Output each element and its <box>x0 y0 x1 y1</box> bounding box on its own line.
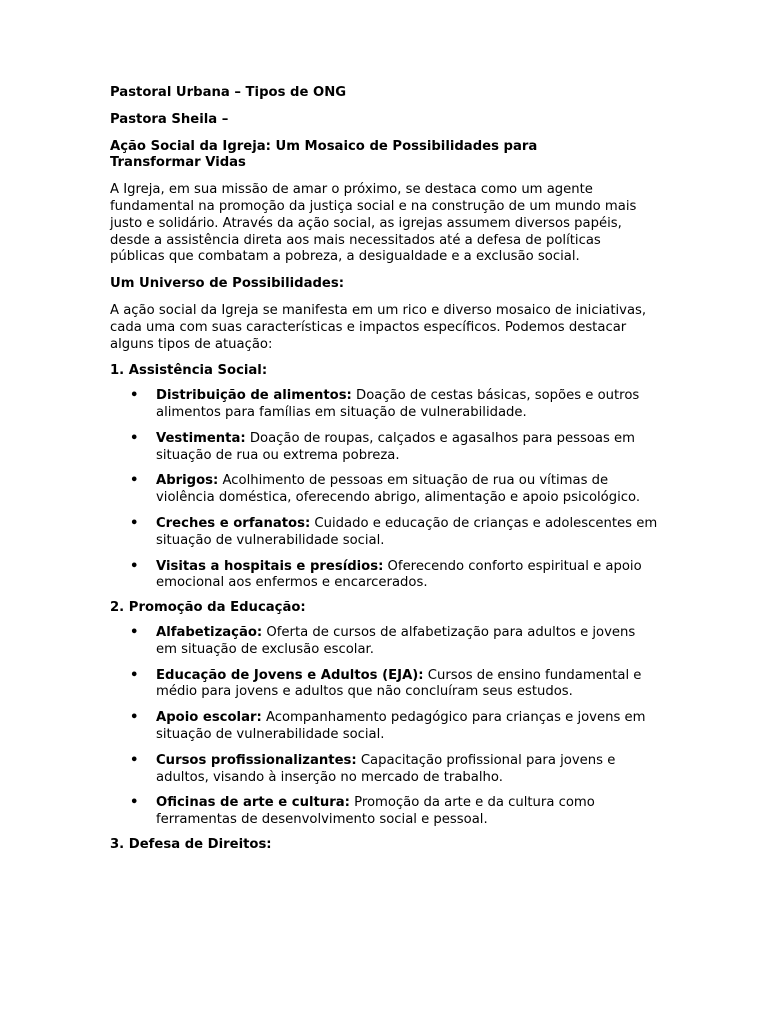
item-term: Creches e orfanatos: <box>156 515 311 531</box>
item-term: Alfabetização: <box>156 624 263 640</box>
universe-heading: Um Universo de Possibilidades: <box>110 276 344 292</box>
bullet-icon: • <box>130 795 139 811</box>
bullet-icon: • <box>130 558 139 574</box>
bullet-icon: • <box>130 667 139 683</box>
item-term: Vestimenta: <box>156 430 246 446</box>
list-item <box>110 710 658 744</box>
document-page <box>110 85 658 862</box>
document-title: Pastoral Urbana – Tipos de ONG <box>110 85 347 100</box>
list-item <box>110 388 658 422</box>
item-term: Abrigos: <box>156 473 219 489</box>
item-desc: Cuidado e educação de crianças e adolescentes em situação de vulnerabilidade social. <box>156 515 658 548</box>
intro-paragraph: A Igreja, em sua missão de amar o próximo, se destaca como um agente fundamental na promoção da justiça social e na construção de um mundo mais justo e solidário. Através da ação social, as igrejas assumem diversos papéis, desde a assistência direta aos mais necessitados até a defesa de políticas públicas que combatam a pobreza, a desigualdade e a exclusão social. <box>110 182 637 265</box>
item-term: Apoio escolar: <box>156 710 262 726</box>
subtitle-line-2: Transformar Vidas <box>110 155 246 171</box>
item-desc: Oferecendo conforto espiritual e apoio emocional aos enfermos e encarcerados. <box>156 558 642 591</box>
item-term: Educação de Jovens e Adultos (EJA): <box>156 667 424 683</box>
universe-paragraph: A ação social da Igreja se manifesta em um rico e diverso mosaico de iniciativas, cada uma com suas características e impactos específicos. Podemos destacar alguns tipos de atuação: <box>110 302 647 352</box>
list-item <box>110 625 658 659</box>
list-item <box>110 559 658 593</box>
list-item <box>110 795 658 829</box>
list-item <box>110 668 658 702</box>
item-term: Oficinas de arte e cultura: <box>156 795 350 811</box>
section-heading-assistencia: 1. Assistência Social: <box>110 363 268 379</box>
list-item <box>110 516 658 550</box>
item-desc: Capacitação profissional para jovens e adultos, visando à inserção no mercado de trabalho. <box>156 752 616 785</box>
item-desc: Acompanhamento pedagógico para crianças e jovens em situação de vulnerabilidade social. <box>156 710 646 742</box>
section-heading-direitos: 3. Defesa de Direitos: <box>110 836 272 852</box>
bullet-icon: • <box>130 388 139 404</box>
item-desc: Cursos de ensino fundamental e médio para jovens e adultos que não concluíram seus estudos. <box>156 667 642 700</box>
item-term: Distribuição de alimentos: <box>156 388 352 404</box>
list-item <box>110 753 658 787</box>
list-item <box>110 431 658 465</box>
document-subtitle <box>110 139 658 173</box>
item-desc: Doação de cestas básicas, sopões e outros alimentos para famílias em situação de vulnerabilidade. <box>156 388 640 420</box>
item-desc: Oferta de cursos de alfabetização para adultos e jovens em situação de exclusão escolar. <box>156 624 636 657</box>
bullet-icon: • <box>130 710 139 726</box>
bullet-icon: • <box>130 752 139 768</box>
item-desc: Acolhimento de pessoas em situação de rua ou vítimas de violência doméstica, oferecendo abrigo, alimentação e apoio psicológico. <box>156 473 641 506</box>
item-term: Cursos profissionalizantes: <box>156 752 357 768</box>
bullet-icon: • <box>130 515 139 531</box>
subtitle-line-1: Ação Social da Igreja: Um Mosaico de Possibilidades para <box>110 138 538 154</box>
item-desc: Doação de roupas, calçados e agasalhos para pessoas em situação de rua ou extrema pobreza. <box>156 430 636 463</box>
bullet-icon: • <box>130 624 139 640</box>
list-item <box>110 473 658 507</box>
item-term: Visitas a hospitais e presídios: <box>156 558 384 574</box>
section-list-educacao <box>110 625 658 829</box>
document-author: Pastora Sheila – <box>110 111 229 127</box>
bullet-icon: • <box>130 430 139 446</box>
section-list-assistencia <box>110 388 658 592</box>
section-heading-educacao: 2. Promoção da Educação: <box>110 600 306 616</box>
bullet-icon: • <box>130 473 139 489</box>
item-desc: Promoção da arte e da cultura como ferramentas de desenvolvimento social e pessoal. <box>156 795 595 828</box>
